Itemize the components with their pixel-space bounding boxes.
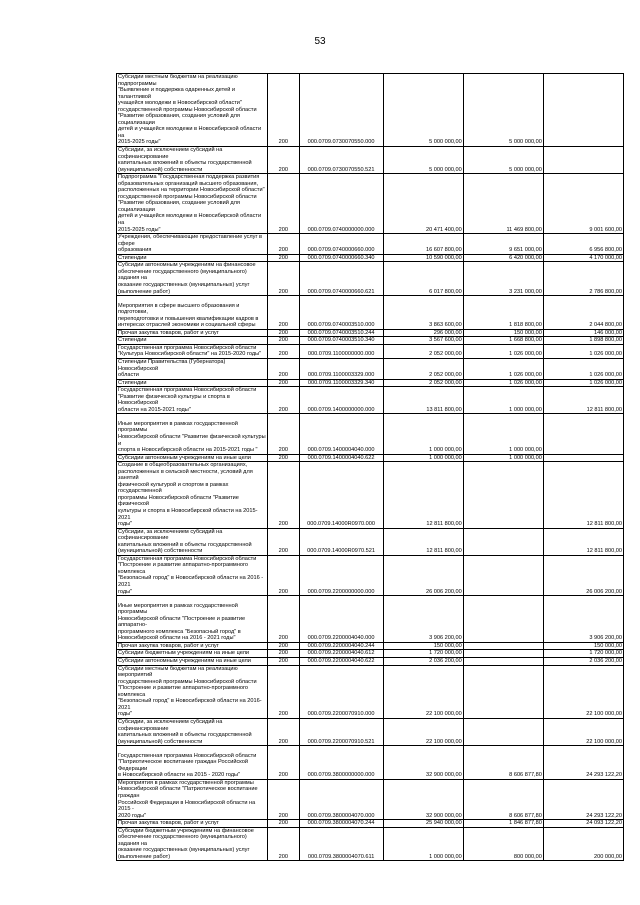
row-classification-code-cell: 000.0709.0730070550.000 (299, 74, 383, 147)
row-classification-code-cell: 000.0709.1100003329.340 (299, 379, 383, 387)
row-amount-second-cell (463, 528, 543, 555)
row-classification-code-cell: 000.0709.2200070910.521 (299, 718, 383, 745)
row-code-cell: 200 (268, 234, 299, 255)
table-row (117, 147, 624, 174)
table-row (117, 827, 624, 861)
row-name-cell: Субсидии местным бюджетам на реализацию подпрограммы "Выявление и поддержка одаренных детей и талантливой учащейся молодежи в Новосибирской области" государственной программы Новосибирской области "Развитие образования, создания условий для социализации детей и учащейся молодежи в Новосибирской области на 2015-2025 годы" (117, 74, 268, 147)
row-name-cell: Субсидии, за исключением субсидий на софинансирование капитальных вложений в объекты государственной (муниципальной) собственности (117, 718, 268, 745)
row-name-cell: Иные мероприятия в рамках государственной программы Новосибирской области "Построение и развитие аппаратно- программного комплекса "Безопасный город" в Новосибирской области на 2016 - 2021 годы" (117, 596, 268, 643)
row-code-cell: 200 (268, 358, 299, 379)
row-amount-second-cell (463, 642, 543, 650)
row-name-cell: Создание в общеобразовательных организациях, расположенных в сельской местности, условий для занятий физической культурой и спортом в рамках государственной программы Новосибирской области "Развитие физической культуры и спорта в Новосибирской области на 2015-2021 годы" (117, 462, 268, 528)
row-classification-code-cell: 000.0709.0730070550.521 (299, 147, 383, 174)
row-amount-third-cell: 9 001 600,00 (543, 174, 623, 234)
row-code-cell: 200 (268, 414, 299, 454)
row-classification-code-cell: 000.0709.3800004070.611 (299, 827, 383, 861)
row-amount-third-cell: 200 000,00 (543, 827, 623, 861)
row-amount-second-cell: 11 469 800,00 (463, 174, 543, 234)
row-amount-total-cell: 1 720 000,00 (383, 650, 463, 658)
row-name-cell: Стипендии (117, 337, 268, 345)
row-classification-code-cell: 000.0709.1400004040.000 (299, 414, 383, 454)
row-name-cell: Стипендии Правительства (Губернатора) Новосибирской области (117, 358, 268, 379)
row-classification-code-cell: 000.0709.2200000000.000 (299, 555, 383, 595)
row-classification-code-cell: 000.0709.1400004040.622 (299, 454, 383, 462)
row-amount-second-cell (463, 462, 543, 528)
row-amount-total-cell: 3 567 600,00 (383, 337, 463, 345)
row-amount-third-cell (543, 147, 623, 174)
row-amount-second-cell: 1 026 000,00 (463, 344, 543, 358)
row-amount-total-cell: 150 000,00 (383, 642, 463, 650)
row-amount-third-cell: 1 026 000,00 (543, 344, 623, 358)
table-row (117, 174, 624, 234)
row-amount-total-cell: 22 100 000,00 (383, 665, 463, 718)
row-amount-second-cell (463, 665, 543, 718)
row-name-cell: Государственная программа Новосибирской области "Построение и развитие аппаратно-программного комплекса "Безопасный город" в Новосибирской области на 2016 - 2021 годы" (117, 555, 268, 595)
row-classification-code-cell: 000.0709.1100000000.000 (299, 344, 383, 358)
row-amount-total-cell: 6 017 800,00 (383, 262, 463, 296)
row-amount-third-cell: 3 906 200,00 (543, 596, 623, 643)
row-amount-second-cell: 1 000 000,00 (463, 414, 543, 454)
row-name-cell: Государственная программа Новосибирской области "Патриотическое воспитание граждан Российской Федерации в Новосибирской области на 2015 - 2020 годы" (117, 746, 268, 780)
table-row (117, 746, 624, 780)
row-classification-code-cell: 000.0709.1100003329.000 (299, 358, 383, 379)
row-amount-total-cell: 32 900 000,00 (383, 779, 463, 819)
row-amount-third-cell: 22 100 000,00 (543, 665, 623, 718)
table-row (117, 454, 624, 462)
row-amount-third-cell: 12 811 800,00 (543, 462, 623, 528)
table-row (117, 74, 624, 147)
row-amount-total-cell: 32 900 000,00 (383, 746, 463, 780)
table-row (117, 414, 624, 454)
table-row (117, 337, 624, 345)
row-amount-second-cell: 9 651 000,00 (463, 234, 543, 255)
row-code-cell: 200 (268, 387, 299, 414)
row-amount-total-cell: 1 000 000,00 (383, 454, 463, 462)
table-row (117, 358, 624, 379)
table-row (117, 344, 624, 358)
table-row (117, 596, 624, 643)
row-amount-second-cell: 1 026 000,00 (463, 358, 543, 379)
row-amount-third-cell: 1 720 000,00 (543, 650, 623, 658)
row-code-cell: 200 (268, 379, 299, 387)
row-amount-third-cell: 22 100 000,00 (543, 718, 623, 745)
row-name-cell: Государственная программа Новосибирской области "Развитие физической культуры и спорта в Новосибирской области на 2015-2021 годы" (117, 387, 268, 414)
row-amount-total-cell: 12 811 800,00 (383, 528, 463, 555)
row-code-cell: 200 (268, 596, 299, 643)
row-amount-third-cell: 150 000,00 (543, 642, 623, 650)
row-code-cell: 200 (268, 329, 299, 337)
table-row (117, 296, 624, 330)
row-name-cell: Субсидии автономным учреждениям на иные цели (117, 658, 268, 666)
row-amount-third-cell: 1 898 800,00 (543, 337, 623, 345)
row-amount-second-cell: 6 420 000,00 (463, 254, 543, 262)
row-amount-third-cell: 6 956 800,00 (543, 234, 623, 255)
row-code-cell: 200 (268, 718, 299, 745)
row-name-cell: Мероприятия в сфере высшего образования и подготовки, переподготовки и повышения квалификации кадров в интересах отраслей экономики и социальной сферы (117, 296, 268, 330)
row-code-cell: 200 (268, 642, 299, 650)
row-classification-code-cell: 000.0709.0740000660.340 (299, 254, 383, 262)
row-name-cell: Подпрограмма "Государственная поддержка развития образовательных организаций высшего образования, расположенных на территории Новосибирской области" государственной программы Новосибирской области "Развитие образования, создание условий для социализации детей и учащейся молодежи в Новосибирской области на 2015-2025 годы" (117, 174, 268, 234)
row-name-cell: Субсидии автономным учреждениям на финансовое обеспечение государственного (муниципального) задания на оказание государственных (муниципальных) услуг (выполнение работ) (117, 262, 268, 296)
row-amount-total-cell: 1 000 000,00 (383, 414, 463, 454)
row-name-cell: Субсидии бюджетным учреждениям на финансовое обеспечение государственного (муниципального) задания на оказание государственных (муниципальных) услуг (выполнение работ) (117, 827, 268, 861)
row-amount-second-cell: 1 000 000,00 (463, 387, 543, 414)
row-classification-code-cell: 000.0709.0740000660.621 (299, 262, 383, 296)
row-amount-third-cell: 2 036 200,00 (543, 658, 623, 666)
table-row (117, 555, 624, 595)
row-amount-total-cell: 16 607 800,00 (383, 234, 463, 255)
row-amount-total-cell: 296 000,00 (383, 329, 463, 337)
table-row (117, 642, 624, 650)
row-name-cell: Субсидии, за исключением субсидий на софинансирование капитальных вложений в объекты государственной (муниципальной) собственности (117, 528, 268, 555)
row-code-cell: 200 (268, 296, 299, 330)
row-classification-code-cell: 000.0709.2200004040.244 (299, 642, 383, 650)
row-code-cell: 200 (268, 174, 299, 234)
row-amount-second-cell (463, 650, 543, 658)
row-code-cell: 200 (268, 658, 299, 666)
row-amount-second-cell: 1 818 800,00 (463, 296, 543, 330)
table-row (117, 665, 624, 718)
table-row (117, 329, 624, 337)
row-amount-total-cell: 2 052 000,00 (383, 379, 463, 387)
table-row (117, 779, 624, 819)
row-code-cell: 200 (268, 555, 299, 595)
row-amount-total-cell: 1 000 000,00 (383, 827, 463, 861)
row-amount-third-cell: 12 811 800,00 (543, 528, 623, 555)
row-code-cell: 200 (268, 344, 299, 358)
row-amount-total-cell: 3 906 200,00 (383, 596, 463, 643)
row-amount-third-cell: 2 044 800,00 (543, 296, 623, 330)
row-code-cell: 200 (268, 528, 299, 555)
row-name-cell: Субсидии бюджетным учреждениям на иные цели (117, 650, 268, 658)
row-amount-second-cell (463, 718, 543, 745)
row-code-cell: 200 (268, 650, 299, 658)
row-classification-code-cell: 000.0709.2200004040.612 (299, 650, 383, 658)
row-amount-second-cell: 1 668 800,00 (463, 337, 543, 345)
row-classification-code-cell: 000.0709.0740000000.000 (299, 174, 383, 234)
row-name-cell: Иные мероприятия в рамках государственной программы Новосибирской области "Развитие физической культуры и спорта в Новосибирской области на 2015-2021 годы " (117, 414, 268, 454)
row-code-cell: 200 (268, 779, 299, 819)
row-amount-second-cell (463, 658, 543, 666)
row-amount-third-cell: 24 293 122,20 (543, 779, 623, 819)
row-amount-total-cell: 5 000 000,00 (383, 147, 463, 174)
table-row (117, 254, 624, 262)
row-amount-total-cell: 2 036 200,00 (383, 658, 463, 666)
row-amount-total-cell: 22 100 000,00 (383, 718, 463, 745)
row-classification-code-cell: 000.0709.0740003510.340 (299, 337, 383, 345)
row-amount-third-cell (543, 74, 623, 147)
row-amount-third-cell: 1 026 000,00 (543, 379, 623, 387)
row-code-cell: 200 (268, 74, 299, 147)
row-amount-third-cell: 146 000,00 (543, 329, 623, 337)
row-amount-second-cell: 8 606 877,80 (463, 746, 543, 780)
budget-table (116, 73, 624, 861)
row-name-cell: Государственная программа Новосибирской области "Культура Новосибирской области" на 2015-2020 годы" (117, 344, 268, 358)
table-row (117, 462, 624, 528)
row-classification-code-cell: 000.0709.3800004070.000 (299, 779, 383, 819)
row-classification-code-cell: 000.0709.2200004040.622 (299, 658, 383, 666)
row-amount-total-cell: 13 811 800,00 (383, 387, 463, 414)
row-amount-total-cell: 12 811 800,00 (383, 462, 463, 528)
row-amount-second-cell: 150 000,00 (463, 329, 543, 337)
row-amount-third-cell: 12 811 800,00 (543, 387, 623, 414)
table-row (117, 234, 624, 255)
row-amount-third-cell: 24 093 122,20 (543, 820, 623, 828)
row-amount-second-cell: 5 000 000,00 (463, 74, 543, 147)
row-classification-code-cell: 000.0709.3800000000.000 (299, 746, 383, 780)
row-code-cell: 200 (268, 746, 299, 780)
row-code-cell: 200 (268, 337, 299, 345)
row-amount-total-cell: 3 863 600,00 (383, 296, 463, 330)
row-amount-total-cell: 2 052 000,00 (383, 344, 463, 358)
row-amount-third-cell: 24 293 122,20 (543, 746, 623, 780)
row-name-cell: Стипендии (117, 379, 268, 387)
row-name-cell: Мероприятия в рамках государственной программы Новосибирской области "Патриотическое воспитание граждан Российской Федерации в Новосибирской области на 2015 - 2020 годы" (117, 779, 268, 819)
row-amount-total-cell: 20 471 400,00 (383, 174, 463, 234)
row-amount-total-cell: 26 006 200,00 (383, 555, 463, 595)
row-code-cell: 200 (268, 147, 299, 174)
row-amount-second-cell: 1 846 877,80 (463, 820, 543, 828)
row-amount-second-cell: 5 000 000,00 (463, 147, 543, 174)
row-classification-code-cell: 000.0709.0740003510.000 (299, 296, 383, 330)
row-amount-second-cell: 1 026 000,00 (463, 379, 543, 387)
table-row (117, 820, 624, 828)
row-name-cell: Прочая закупка товаров, работ и услуг (117, 820, 268, 828)
row-code-cell: 200 (268, 665, 299, 718)
row-amount-total-cell: 25 940 000,00 (383, 820, 463, 828)
row-code-cell: 200 (268, 827, 299, 861)
row-code-cell: 200 (268, 820, 299, 828)
table-row (117, 379, 624, 387)
row-amount-third-cell (543, 414, 623, 454)
row-amount-second-cell: 3 231 000,00 (463, 262, 543, 296)
row-amount-third-cell (543, 454, 623, 462)
row-classification-code-cell: 000.0709.14000R0970.000 (299, 462, 383, 528)
table-row (117, 528, 624, 555)
row-name-cell: Прочая закупка товаров, работ и услуг (117, 329, 268, 337)
row-name-cell: Субсидии местным бюджетам на реализацию мероприятий государственной программы Новосибирской области "Построение и развитие аппаратно-программного комплекса "Безопасный город" в Новосибирской области на 2016-2021 годы" (117, 665, 268, 718)
table-row (117, 387, 624, 414)
row-amount-third-cell: 4 170 000,00 (543, 254, 623, 262)
row-classification-code-cell: 000.0709.0740000660.000 (299, 234, 383, 255)
row-classification-code-cell: 000.0709.2200004040.000 (299, 596, 383, 643)
row-amount-third-cell: 1 026 000,00 (543, 358, 623, 379)
row-code-cell: 200 (268, 462, 299, 528)
row-amount-second-cell: 8 606 877,80 (463, 779, 543, 819)
row-name-cell: Субсидии автономным учреждениям на иные цели (117, 454, 268, 462)
row-name-cell: Учреждения, обеспечивающие предоставление услуг в сфере образования (117, 234, 268, 255)
row-amount-second-cell (463, 555, 543, 595)
table-row (117, 658, 624, 666)
table-row (117, 718, 624, 745)
table-row (117, 262, 624, 296)
row-name-cell: Стипендии (117, 254, 268, 262)
row-amount-second-cell: 800 000,00 (463, 827, 543, 861)
row-amount-total-cell: 10 590 000,00 (383, 254, 463, 262)
row-amount-third-cell: 2 786 800,00 (543, 262, 623, 296)
row-amount-total-cell: 5 000 000,00 (383, 74, 463, 147)
row-name-cell: Субсидии, за исключением субсидий на софинансирование капитальных вложений в объекты государственной (муниципальной) собственности (117, 147, 268, 174)
row-code-cell: 200 (268, 254, 299, 262)
page-number: 53 (314, 36, 326, 47)
row-name-cell: Прочая закупка товаров, работ и услуг (117, 642, 268, 650)
row-classification-code-cell: 000.0709.0740003510.244 (299, 329, 383, 337)
row-code-cell: 200 (268, 262, 299, 296)
row-classification-code-cell: 000.0709.14000R0970.521 (299, 528, 383, 555)
row-amount-total-cell: 2 052 000,00 (383, 358, 463, 379)
table-row (117, 650, 624, 658)
budget-table-body (117, 74, 624, 861)
row-classification-code-cell: 000.0709.3800004070.244 (299, 820, 383, 828)
row-amount-second-cell: 1 000 000,00 (463, 454, 543, 462)
row-classification-code-cell: 000.0709.2200070910.000 (299, 665, 383, 718)
row-amount-third-cell: 26 006 200,00 (543, 555, 623, 595)
row-classification-code-cell: 000.0709.1400000000.000 (299, 387, 383, 414)
row-code-cell: 200 (268, 454, 299, 462)
row-amount-second-cell (463, 596, 543, 643)
